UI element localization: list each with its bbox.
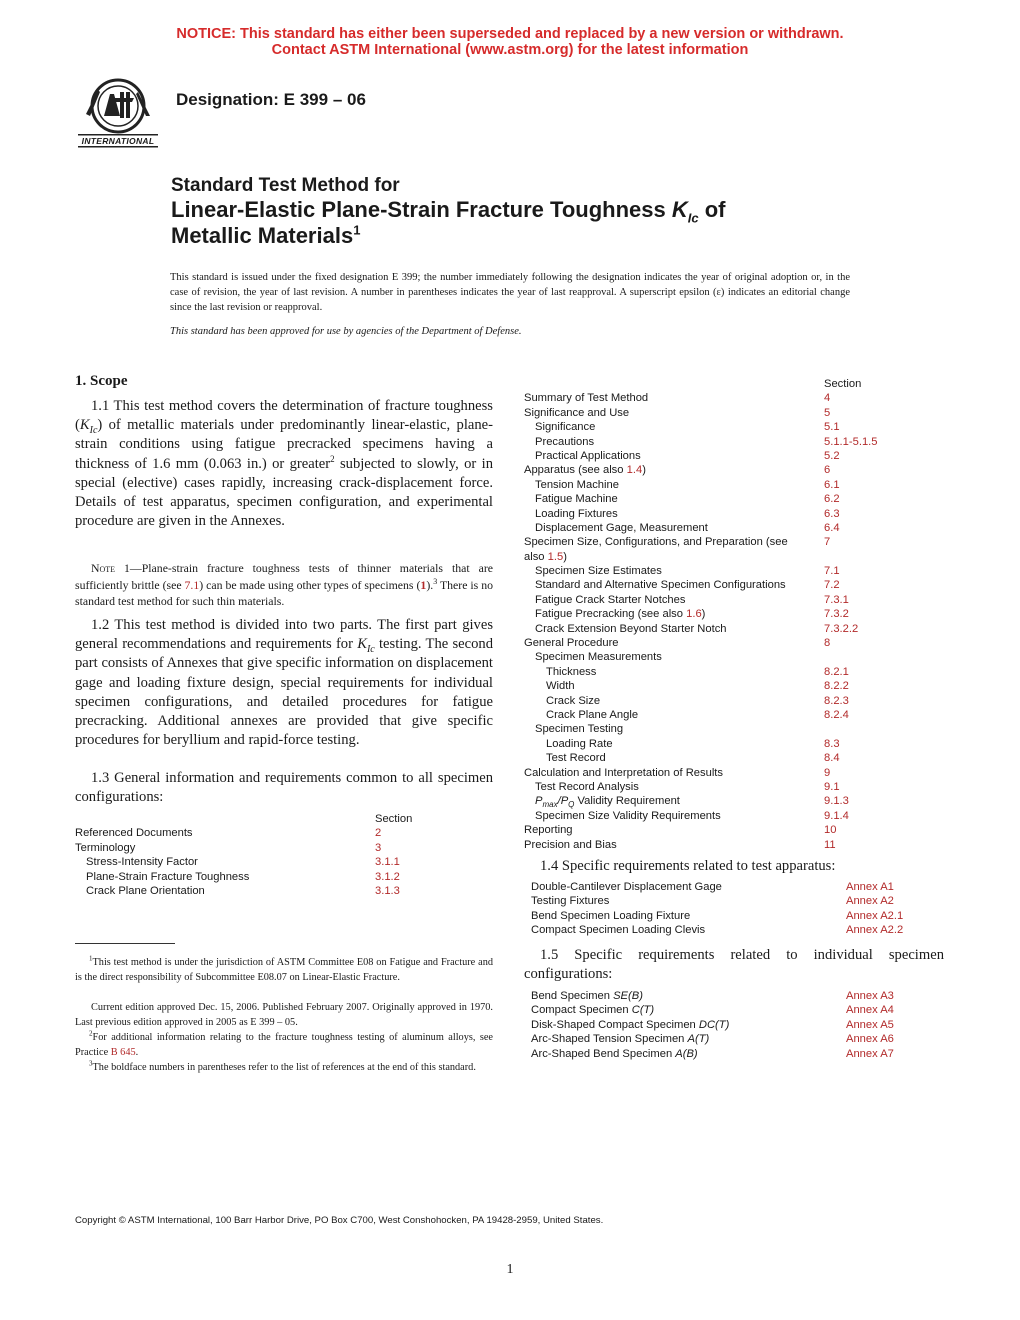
toc-section-link[interactable]: 8.2.4 xyxy=(824,708,849,721)
paragraph-1-3: 1.3 General information and requirements common to all specimen configurations: xyxy=(75,770,493,806)
toc-inline-link[interactable]: 1.4 xyxy=(626,464,643,477)
toc-section-link[interactable]: 5.1 xyxy=(824,421,840,434)
toc-row xyxy=(75,841,495,855)
paragraph-1-5: 1.5 Specific requirements related to individual specimen configurations: xyxy=(524,947,944,983)
withdrawal-notice xyxy=(0,26,1020,58)
toc-section-link[interactable]: 5 xyxy=(824,406,831,419)
toc-entry-label: Specimen Size, Configurations, and Preparation (see xyxy=(524,536,788,549)
toc-entry-label: Referenced Documents xyxy=(75,827,193,840)
toc-entry-label: Specimen Size Estimates xyxy=(535,565,662,578)
specimen-table xyxy=(531,989,931,1061)
toc-row xyxy=(524,564,944,578)
annex-link[interactable]: Annex A7 xyxy=(846,1047,894,1060)
title-line-2: Linear-Elastic Plane-Strain Fracture Toughness $K_{Ic}$ of xyxy=(171,197,726,226)
toc-entry-label: Fatigue Machine xyxy=(535,493,618,506)
toc-section-link[interactable]: 8.4 xyxy=(824,752,840,765)
toc-row xyxy=(75,855,495,869)
toc-row xyxy=(524,535,944,549)
toc-section-link[interactable]: 3 xyxy=(375,841,382,854)
toc-row xyxy=(524,737,944,751)
annex-row xyxy=(531,1032,931,1046)
toc-section-link[interactable]: 4 xyxy=(824,392,831,405)
toc-entry-label: General Procedure xyxy=(524,637,619,650)
annex-entry-label: Arc-Shaped Tension Specimen A(T) xyxy=(531,1033,710,1046)
section-heading-scope: 1. Scope xyxy=(75,373,128,389)
toc-header-row: Section xyxy=(824,378,862,390)
toc-section-link[interactable]: 6.2 xyxy=(824,493,840,506)
toc-section-link[interactable]: 7 xyxy=(824,536,831,549)
apparatus-table xyxy=(531,880,931,938)
notice-line-1: NOTICE: This standard has either been superseded and replaced by a new version or withdrawn. xyxy=(176,26,844,42)
toc-entry-label: Apparatus (see also 1.4) xyxy=(524,464,646,477)
toc-row xyxy=(524,463,944,477)
toc-section-link[interactable]: 5.1.1-5.1.5 xyxy=(824,435,878,448)
toc-row xyxy=(524,780,944,794)
toc-row xyxy=(524,722,944,736)
footnote-1-edition: Current edition approved Dec. 15, 2006. Published February 2007. Originally approved in 1970. Last previous edition approved in 2005 as E 399 – 05. xyxy=(75,1002,493,1028)
copyright: Copyright © ASTM International, 100 Barr Harbor Drive, PO Box C700, West Conshohocken, PA 19428-2959, United States. xyxy=(75,1215,604,1226)
toc-entry-label: Specimen Testing xyxy=(535,723,624,736)
toc-entry-label: Loading Rate xyxy=(546,737,613,750)
toc-row xyxy=(75,884,495,898)
annex-link[interactable]: Annex A4 xyxy=(846,1004,894,1017)
note-1: Note 1—Plane-strain fracture toughness tests of thinner materials that are sufficiently brittle (see 7.1) can be made using other types of specimens (1).$^3$ There is no standard test method for such thin materials. xyxy=(75,561,494,608)
page-number: 1 xyxy=(506,1262,514,1277)
annex-entry-label: Bend Specimen Loading Fixture xyxy=(531,909,691,922)
annex-entry-label: Double-Cantilever Displacement Gage xyxy=(531,881,722,893)
toc-row xyxy=(524,391,944,405)
toc-section-link[interactable]: 11 xyxy=(824,838,836,851)
toc-row xyxy=(524,550,944,564)
toc-row xyxy=(524,406,944,420)
issue-note: This standard is issued under the fixed designation E 399; the number immediately following the designation indicates the year of original adoption or, in the case of revision, the year of last revision. A number in parentheses indicates the year of last reapproval. A superscript epsilon (ε) indicates an editorial change since the last revision or reapproval. xyxy=(170,272,850,313)
toc-row xyxy=(524,809,944,823)
toc-inline-link[interactable]: 1.5 xyxy=(547,550,564,563)
toc-row xyxy=(524,823,944,837)
annex-entry-label: Compact Specimen Loading Clevis xyxy=(531,924,706,937)
title-line-1: Standard Test Method for xyxy=(171,175,400,196)
toc-entry-label: Test Record xyxy=(546,752,606,765)
toc-row xyxy=(524,507,944,521)
annex-row xyxy=(531,909,931,923)
toc-left xyxy=(75,812,495,898)
notice-line-2: Contact ASTM International (www.astm.org) for the latest information xyxy=(271,42,749,58)
toc-section-link[interactable]: 2 xyxy=(375,827,382,840)
toc-entry-label: Precautions xyxy=(535,435,595,448)
toc-entry-label: Fatigue Crack Starter Notches xyxy=(535,593,686,606)
toc-section-link[interactable]: 8.2.1 xyxy=(824,665,849,678)
toc-entry-label: Crack Plane Orientation xyxy=(86,884,205,897)
annex-row xyxy=(531,880,931,894)
toc-section-link[interactable]: 7.3.2 xyxy=(824,608,849,621)
toc-entry-label: Standard and Alternative Specimen Configurations xyxy=(535,579,786,592)
toc-row xyxy=(524,679,944,693)
toc-entry-label: Stress-Intensity Factor xyxy=(86,856,198,869)
toc-entry-label: Displacement Gage, Measurement xyxy=(535,521,708,534)
annex-link[interactable]: Annex A5 xyxy=(846,1018,894,1031)
toc-row xyxy=(524,766,944,780)
annex-row xyxy=(531,923,931,937)
toc-entry-label: $P_{max}/P_Q$ Validity Requirement xyxy=(535,795,680,810)
toc-entry-label: Summary of Test Method xyxy=(524,392,649,405)
footnote-1: $^1$This test method is under the jurisdiction of ASTM Committee E08 on Fatigue and Fracture and is the direct responsibility of Subcommittee E08.07 on Linear-Elastic Fracture. xyxy=(75,954,493,983)
toc-section-link[interactable]: 3.1.3 xyxy=(375,884,400,897)
toc-section-link[interactable]: 9.1 xyxy=(824,780,840,793)
footnote-3: $^3$The boldface numbers in parentheses refer to the list of references at the end of this standard. xyxy=(89,1059,476,1073)
annex-link[interactable]: Annex A2.2 xyxy=(846,924,904,937)
annex-link[interactable]: Annex A2.1 xyxy=(846,909,904,922)
toc-right xyxy=(524,377,944,852)
toc-row xyxy=(524,578,944,592)
paragraph-1-4: 1.4 Specific requirements related to test apparatus: xyxy=(540,858,836,874)
toc-section-link[interactable]: 6 xyxy=(824,464,831,477)
link-b-645[interactable]: B 645 xyxy=(110,1047,136,1058)
toc-section-link[interactable]: 7.3.1 xyxy=(824,593,849,606)
toc-entry-label: Fatigue Precracking (see also 1.6) xyxy=(535,608,706,621)
annex-row xyxy=(531,1047,931,1061)
footnote-2: $^2$For additional information relating to the fracture toughness testing of aluminum alloys, see Practice B 645. xyxy=(75,1029,493,1058)
toc-entry-label: Significance xyxy=(535,421,596,434)
toc-row xyxy=(524,751,944,765)
toc-row xyxy=(524,622,944,636)
annex-link[interactable]: Annex A2 xyxy=(846,895,894,908)
toc-row xyxy=(524,694,944,708)
annex-row xyxy=(531,989,931,1003)
toc-row xyxy=(524,449,944,463)
toc-inline-link[interactable]: 1.6 xyxy=(686,608,702,621)
toc-section-link[interactable]: 3.1.1 xyxy=(375,856,400,869)
logo-wordmark: INTERNATIONAL xyxy=(81,136,155,146)
toc-row xyxy=(524,435,944,449)
title-line-3: Metallic Materials$^1$ xyxy=(171,222,361,248)
annex-link[interactable]: Annex A3 xyxy=(846,990,894,1002)
toc-entry-label: Reporting xyxy=(524,824,573,837)
footnote-rule xyxy=(75,943,175,944)
paragraph-1-1: 1.1 This test method covers the determination of fracture toughness $(K_{Ic})$ of metallic materials under predominantly linear-elastic, plane-strain conditions using fatigue precracked specimens having a thickness of 1.6 mm (0.063 in.) or greater$^2$ subjected to slowly, or in special (elective) cases rapidly, increasing crack-displacement force. Details of test apparatus, specimen configuration, and experimental procedure are given in the Annexes. xyxy=(75,398,493,530)
dod-approval-note: This standard has been approved for use by agencies of the Department of Defense. xyxy=(170,326,522,337)
toc-row xyxy=(524,420,944,434)
annex-entry-label: Compact Specimen C(T) xyxy=(531,1004,655,1017)
toc-entry-label: Precision and Bias xyxy=(524,838,617,851)
toc-row xyxy=(524,708,944,722)
toc-section-link[interactable]: 6.3 xyxy=(824,507,840,520)
paragraph-1-2: 1.2 This test method is divided into two parts. The first part gives general recommendations and requirements for $K_{Ic}$ testing. The second part consists of Annexes that give specific information on displacement gage and loading fixture design, special requirements for individual specimen configurations, and detailed procedures for fatigue precracking. Additional annexes are provided that give specific procedures for beryllium and rapid-force testing. xyxy=(75,617,493,749)
toc-section-link[interactable]: 5.2 xyxy=(824,449,840,462)
toc-row xyxy=(524,593,944,607)
toc-section-link[interactable]: 8.2.2 xyxy=(824,680,849,693)
toc-section-link[interactable]: 8 xyxy=(824,637,831,650)
toc-entry-label: also 1.5) xyxy=(524,550,567,563)
toc-section-link[interactable]: 6.4 xyxy=(824,521,840,534)
toc-section-link[interactable]: 8.3 xyxy=(824,737,840,750)
toc-entry-label: Specimen Measurements xyxy=(535,651,662,664)
toc-section-link[interactable]: 10 xyxy=(824,824,837,837)
toc-entry-label: Test Record Analysis xyxy=(535,780,639,793)
toc-entry-label: Tension Machine xyxy=(535,478,619,491)
toc-section-link[interactable]: 8.2.3 xyxy=(824,694,849,707)
toc-entry-label: Width xyxy=(546,680,575,693)
toc-section-link[interactable]: 9.1.3 xyxy=(824,795,849,808)
toc-row xyxy=(524,838,944,852)
toc-section-link[interactable]: 9.1.4 xyxy=(824,809,849,822)
annex-row xyxy=(531,1003,931,1017)
toc-row xyxy=(524,521,944,535)
annex-entry-label: Testing Fixtures xyxy=(531,895,610,908)
toc-row xyxy=(524,636,944,650)
toc-entry-label: Crack Size xyxy=(546,694,601,707)
toc-entry-label: Practical Applications xyxy=(535,449,641,462)
toc-row xyxy=(524,492,944,506)
toc-section-link[interactable]: 6.1 xyxy=(824,478,840,491)
toc-entry-label: Specimen Size Validity Requirements xyxy=(535,809,721,822)
annex-link[interactable]: Annex A6 xyxy=(846,1033,894,1046)
link-7-1[interactable]: 7.1 xyxy=(184,577,200,592)
toc-entry-label: Crack Plane Angle xyxy=(546,708,639,721)
astm-logo xyxy=(74,76,162,152)
annex-row xyxy=(531,894,931,908)
toc-row xyxy=(524,478,944,492)
toc-section-link[interactable]: 3.1.2 xyxy=(375,870,400,883)
annex-link[interactable]: Annex A1 xyxy=(846,881,894,893)
document-title xyxy=(171,174,871,249)
toc-row xyxy=(75,826,495,840)
toc-entry-label: Significance and Use xyxy=(524,406,630,419)
toc-entry-label: Calculation and Interpretation of Results xyxy=(524,766,724,779)
toc-entry-label: Terminology xyxy=(75,841,136,854)
toc-section-link[interactable]: 7.2 xyxy=(824,579,840,592)
annex-row xyxy=(531,1018,931,1032)
toc-entry-label: Thickness xyxy=(546,665,597,678)
annex-entry-label: Bend Specimen SE(B) xyxy=(531,990,643,1002)
toc-header-row: Section xyxy=(375,813,413,825)
toc-row xyxy=(75,870,495,884)
toc-row xyxy=(524,665,944,679)
toc-section-link[interactable]: 7.3.2.2 xyxy=(824,622,859,635)
annex-entry-label: Arc-Shaped Bend Specimen A(B) xyxy=(531,1047,698,1060)
toc-row xyxy=(524,650,944,664)
designation: Designation: E 399 – 06 xyxy=(176,90,366,109)
toc-row xyxy=(524,607,944,621)
toc-section-link[interactable]: 9 xyxy=(824,766,831,779)
annex-entry-label: Disk-Shaped Compact Specimen DC(T) xyxy=(531,1018,730,1031)
toc-entry-label: Loading Fixtures xyxy=(535,507,618,520)
ref-link-1[interactable]: 1 xyxy=(420,577,427,592)
toc-entry-label: Plane-Strain Fracture Toughness xyxy=(86,870,250,883)
toc-section-link[interactable]: 7.1 xyxy=(824,565,840,578)
toc-row xyxy=(524,794,944,808)
toc-entry-label: Crack Extension Beyond Starter Notch xyxy=(535,622,727,635)
